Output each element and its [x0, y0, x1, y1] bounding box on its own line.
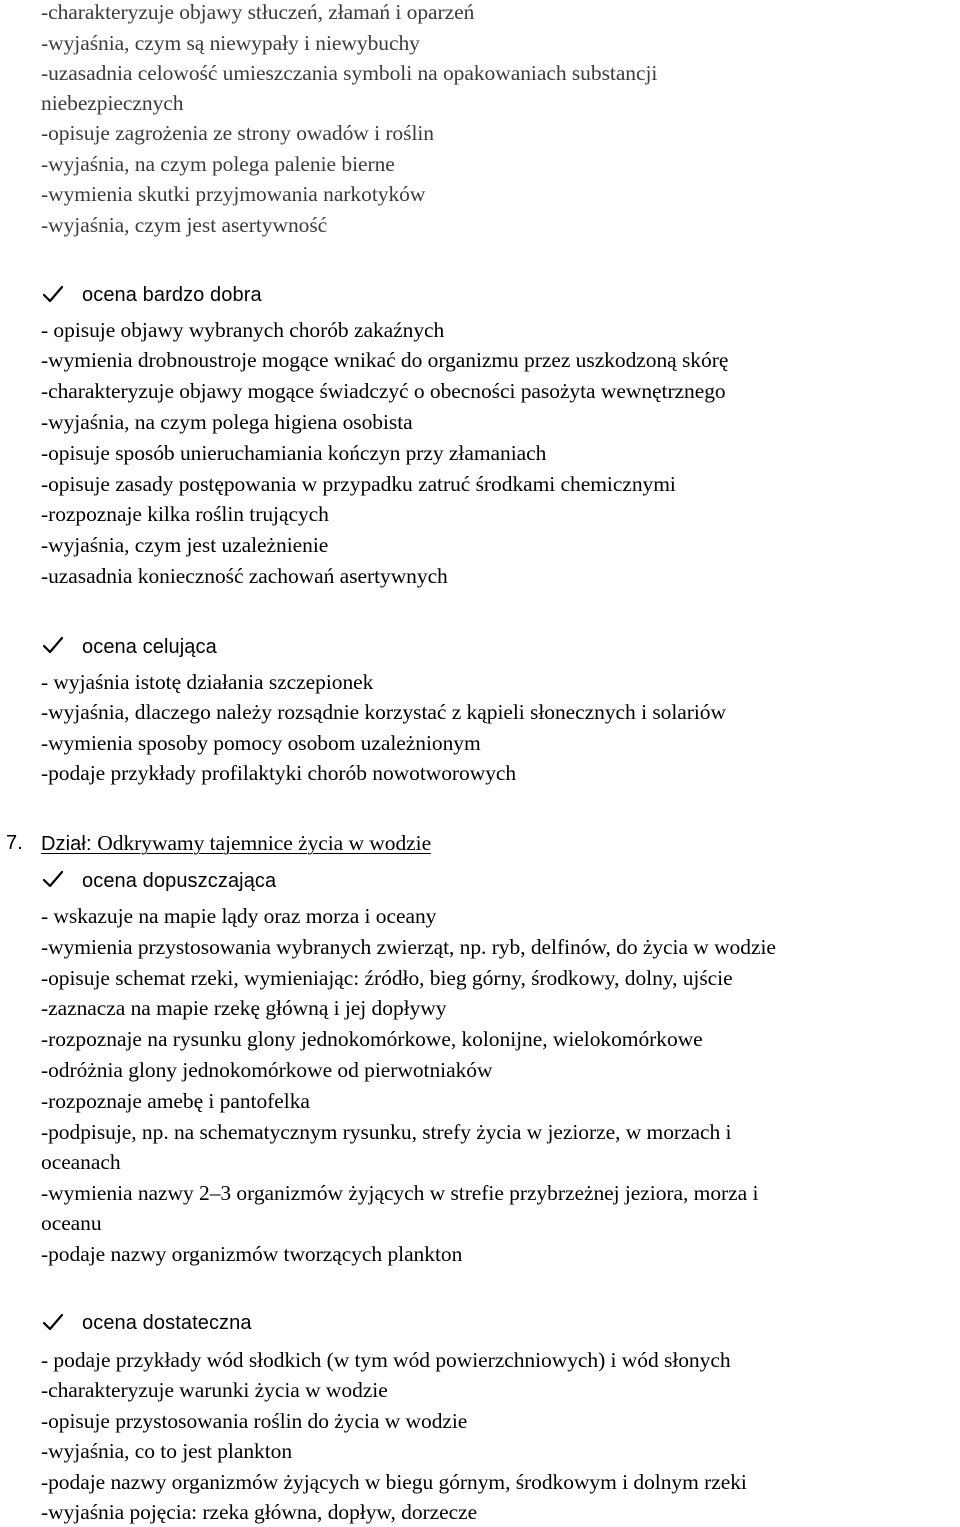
checkmark-icon	[41, 1310, 65, 1334]
requirement-item: -opisuje schemat rzeki, wymieniając: źródło, bieg górny, środkowy, dolny, ujście	[41, 966, 733, 990]
intro-line: -wyjaśnia, czym są niewypały i niewybuchy	[41, 31, 420, 55]
section-number: 7.	[6, 832, 23, 854]
requirement-item: -wyjaśnia, czym jest uzależnienie	[41, 533, 329, 557]
requirement-item: -podaje przykłady profilaktyki chorób nowotworowych	[41, 761, 517, 785]
requirement-item: -podpisuje, np. na schematycznym rysunku, strefy życia w jeziorze, w morzach i	[41, 1120, 732, 1144]
grade-heading-dostateczna: ocena dostateczna	[82, 1312, 252, 1334]
requirement-item: -podaje nazwy organizmów tworzących plankton	[41, 1242, 463, 1266]
requirement-item: -odróżnia glony jednokomórkowe od pierwotniaków	[41, 1058, 493, 1082]
requirement-item: -wyjaśnia, co to jest plankton	[41, 1439, 293, 1463]
requirement-item: -wyjaśnia, dlaczego należy rozsądnie korzystać z kąpieli słonecznych i solariów	[41, 700, 726, 724]
intro-line: -opisuje zagrożenia ze strony owadów i roślin	[41, 121, 434, 145]
intro-line: -uzasadnia celowość umieszczania symboli na opakowaniach substancji	[41, 61, 658, 85]
requirement-item: -opisuje zasady postępowania w przypadku zatruć środkami chemicznymi	[41, 472, 676, 496]
requirement-item: -rozpoznaje kilka roślin trujących	[41, 502, 329, 526]
requirement-item: oceanach	[41, 1150, 121, 1174]
intro-line: -wyjaśnia, na czym polega palenie bierne	[41, 152, 395, 176]
section-title: Odkrywamy tajemnice życia w wodzie	[97, 831, 432, 855]
requirement-item: - opisuje objawy wybranych chorób zakaźnych	[41, 318, 445, 342]
intro-line: -wymienia skutki przyjmowania narkotyków	[41, 182, 426, 206]
intro-line: -charakteryzuje objawy stłuczeń, złamań i oparzeń	[41, 0, 475, 24]
requirement-item: -uzasadnia konieczność zachowań asertywnych	[41, 564, 448, 588]
requirement-item: -rozpoznaje na rysunku glony jednokomórkowe, kolonijne, wielokomórkowe	[41, 1027, 703, 1051]
requirement-item: -rozpoznaje amebę i pantofelka	[41, 1089, 310, 1113]
requirement-item: -wymienia drobnoustroje mogące wnikać do organizmu przez uszkodzoną skórę	[41, 348, 729, 372]
requirement-item: -wymienia nazwy 2–3 organizmów żyjących w strefie przybrzeżnej jeziora, morza i	[41, 1181, 759, 1205]
requirement-item: -wymienia sposoby pomocy osobom uzależnionym	[41, 731, 481, 755]
checkmark-icon	[41, 282, 65, 306]
requirement-item: -charakteryzuje warunki życia w wodzie	[41, 1378, 388, 1402]
requirement-item: -wyjaśnia pojęcia: rzeka główna, dopływ, dorzecze	[41, 1500, 478, 1524]
requirement-item: -opisuje przystosowania roślin do życia w wodzie	[41, 1409, 468, 1433]
intro-line: niebezpiecznych	[41, 91, 184, 115]
requirement-item: - wskazuje na mapie lądy oraz morza i oceany	[41, 904, 437, 928]
requirement-item: -wymienia przystosowania wybranych zwierząt, np. ryb, delfinów, do życia w wodzie	[41, 935, 776, 959]
requirement-item: -opisuje sposób unieruchamiania kończyn przy złamaniach	[41, 441, 547, 465]
intro-line: -wyjaśnia, czym jest asertywność	[41, 213, 328, 237]
requirement-item: - wyjaśnia istotę działania szczepionek	[41, 670, 374, 694]
checkmark-icon	[41, 633, 65, 657]
grade-heading-bardzo-dobra: ocena bardzo dobra	[82, 284, 262, 306]
checkmark-icon	[41, 867, 65, 891]
requirement-item: -wyjaśnia, na czym polega higiena osobista	[41, 410, 413, 434]
requirement-item: - podaje przykłady wód słodkich (w tym wód powierzchniowych) i wód słonych	[41, 1348, 731, 1372]
grade-heading-celujaca: ocena celująca	[82, 636, 217, 658]
section-prefix: Dział:	[41, 833, 98, 855]
grade-heading-dopuszczajaca: ocena dopuszczająca	[82, 870, 277, 892]
requirement-item: -podaje nazwy organizmów żyjących w biegu górnym, środkowym i dolnym rzeki	[41, 1470, 747, 1494]
requirement-item: -zaznacza na mapie rzekę główną i jej dopływy	[41, 996, 447, 1020]
requirement-item: -charakteryzuje objawy mogące świadczyć o obecności pasożyta wewnętrznego	[41, 379, 726, 403]
requirement-item: oceanu	[41, 1211, 102, 1235]
section-heading	[41, 829, 431, 860]
